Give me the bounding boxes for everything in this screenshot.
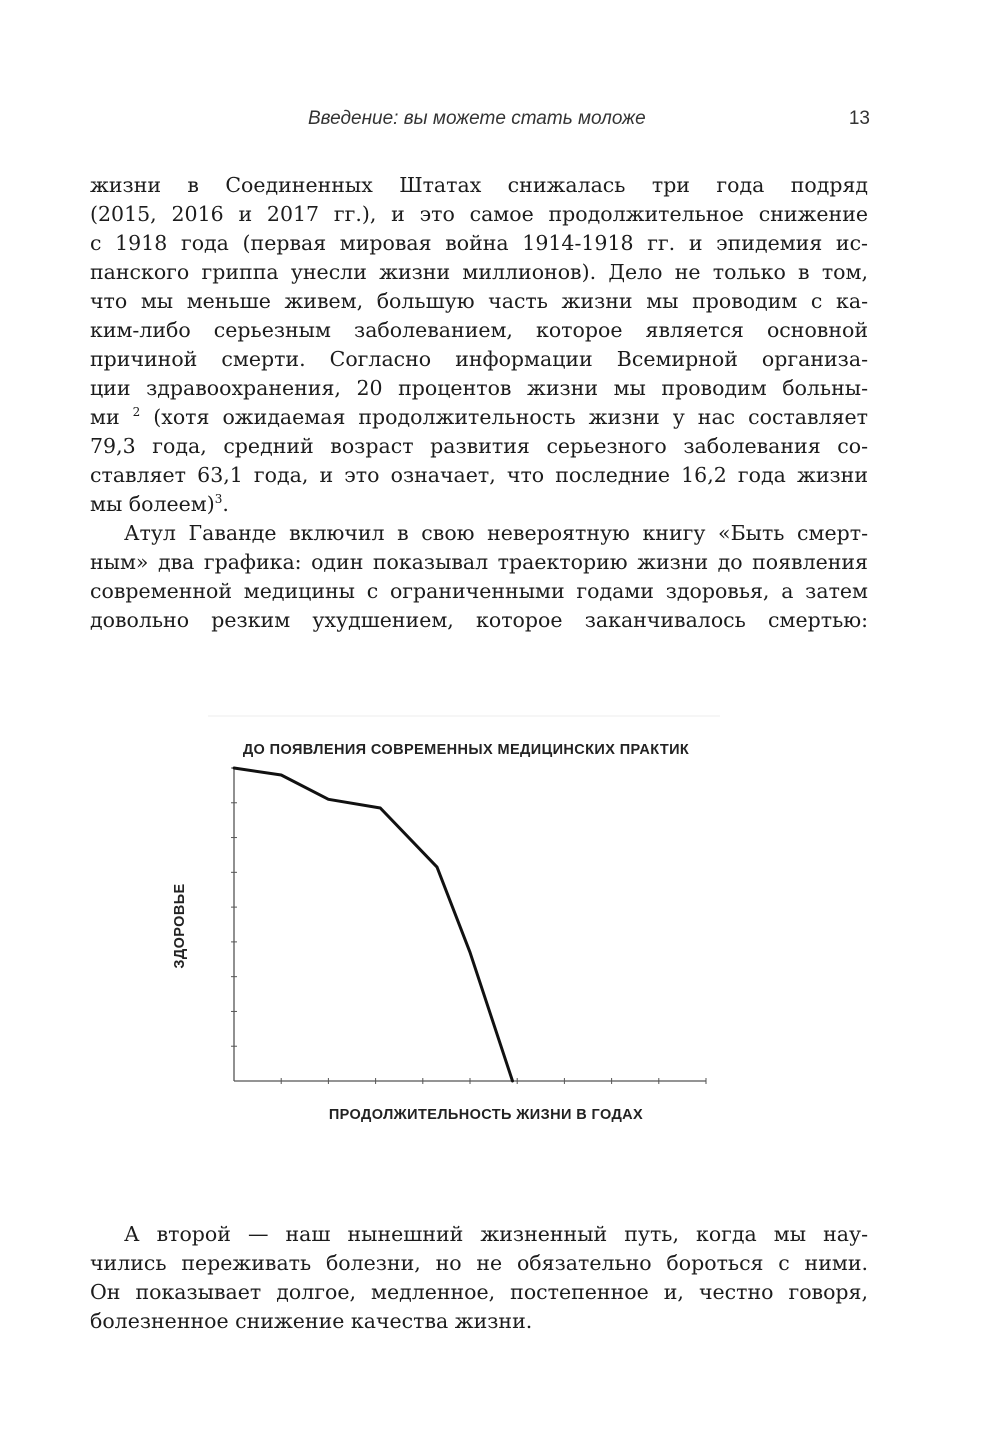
text-line: жизни в Соединенных Штатах снижалась три года подряд bbox=[90, 173, 868, 197]
footnote-marker[interactable]: 2 bbox=[132, 405, 141, 420]
paragraph-2 bbox=[90, 519, 868, 635]
running-title: Введение: вы можете стать моложе bbox=[308, 108, 646, 129]
text-line: (2015, 2016 и 2017 гг.), и это самое продолжительное снижение bbox=[90, 202, 868, 226]
text-line: что мы меньше живем, большую часть жизни мы проводим с ка- bbox=[90, 289, 868, 313]
paragraph-1 bbox=[90, 171, 868, 519]
text-line: чились переживать болезни, но не обязательно бороться с ними. bbox=[90, 1251, 868, 1275]
text-line: с 1918 года (первая мировая война 1914-1918 гг. и эпидемия ис- bbox=[90, 231, 868, 255]
chart-ticks bbox=[231, 768, 706, 1084]
text-line-with-footnote bbox=[90, 490, 868, 519]
text-line: болезненное снижение качества жизни. bbox=[90, 1309, 533, 1333]
text-line: ции здравоохранения, 20 процентов жизни мы проводим больны- bbox=[90, 376, 868, 400]
health-chart bbox=[160, 710, 800, 1130]
chart-x-label: ПРОДОЛЖИТЕЛЬНОСТЬ ЖИЗНИ В ГОДАХ bbox=[328, 1107, 644, 1123]
text-line: ким-либо серьезным заболеванием, которое является основной bbox=[90, 318, 868, 342]
chart-svg bbox=[160, 710, 800, 1130]
chart-title: ДО ПОЯВЛЕНИЯ СОВРЕМЕННЫХ МЕДИЦИНСКИХ ПРАКТИК bbox=[242, 742, 690, 758]
text-line: ставляет 63,1 года, и это означает, что последние 16,2 года жизни bbox=[90, 463, 868, 487]
text-segment: мы болеем) bbox=[90, 492, 215, 516]
text-segment: ми bbox=[90, 405, 120, 429]
page-number: 13 bbox=[848, 108, 870, 129]
chart-y-label: ЗДОРОВЬЕ bbox=[172, 883, 188, 969]
text-line: А второй — наш нынешний жизненный путь, когда мы нау- bbox=[124, 1222, 868, 1246]
text-line: Атул Гаванде включил в свою невероятную книгу «Быть смерт- bbox=[124, 521, 868, 545]
text-segment: . bbox=[222, 492, 229, 516]
paragraph-3 bbox=[90, 1220, 868, 1336]
text-line: Он показывает долгое, медленное, постепенное и, честно говоря, bbox=[90, 1280, 868, 1304]
text-line: довольно резким ухудшением, которое заканчивалось смертью: bbox=[90, 608, 868, 632]
chart-axes bbox=[234, 768, 706, 1081]
text-line: 79,3 года, средний возраст развития серьезного заболевания со- bbox=[90, 434, 868, 458]
chart-series-line bbox=[234, 768, 513, 1081]
chart-series bbox=[234, 768, 513, 1081]
running-head bbox=[90, 108, 870, 136]
text-line: панского гриппа унесли жизни миллионов). Дело не только в том, bbox=[90, 260, 868, 284]
footnote-marker[interactable]: 3 bbox=[214, 492, 223, 507]
text-line: ным» два графика: один показывал траекторию жизни до появления bbox=[90, 550, 868, 574]
text-line: причиной смерти. Согласно информации Всемирной организа- bbox=[90, 347, 868, 371]
text-line-with-footnote bbox=[90, 403, 868, 432]
text-line: современной медицины с ограниченными годами здоровья, а затем bbox=[90, 579, 868, 603]
text-segment: (хотя ожидаемая продолжительность жизни у нас составляет bbox=[140, 405, 868, 429]
